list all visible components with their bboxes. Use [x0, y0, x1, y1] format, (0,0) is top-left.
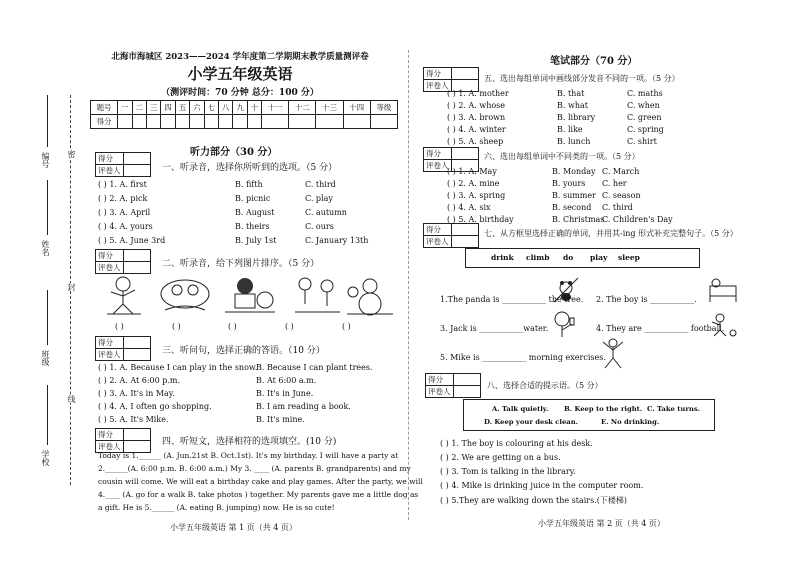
option-b[interactable]: B. like	[557, 125, 583, 134]
grader-name-label: 评卷人	[424, 80, 452, 92]
class-field[interactable]	[47, 290, 48, 345]
option-a[interactable]: ( ) 5. A. birthday	[447, 215, 514, 224]
option-c[interactable]: C. third	[602, 203, 633, 212]
option-b[interactable]: B. summer	[552, 191, 596, 200]
word-bank	[465, 248, 700, 268]
hint-box	[463, 399, 715, 431]
score-cell[interactable]	[233, 115, 247, 129]
option-a[interactable]: ( ) 3. A. April	[98, 208, 151, 217]
subject-title: 小学五年级英语	[187, 65, 293, 83]
option-a[interactable]: ( ) 5. A. June 3rd	[98, 236, 166, 245]
grader-name-cell[interactable]	[123, 349, 150, 361]
score-cell[interactable]	[247, 115, 261, 129]
score-table-cell: 二	[132, 101, 146, 115]
sentence-1: 1.The panda is ___________ the tree.	[440, 295, 584, 304]
option-a[interactable]: ( ) 5. A. sheep	[447, 137, 504, 146]
option-c[interactable]: C. ours	[305, 222, 334, 231]
word-option: do	[563, 253, 574, 262]
option-b[interactable]: B. what	[557, 101, 588, 110]
sentence-5: 5. Mike is ___________ morning exercises.	[440, 353, 606, 362]
score-table-cell: 一	[118, 101, 132, 115]
hint-option: D. Keep your desk clean.	[484, 418, 579, 426]
section-4-title: 四、听短文，选择相符的选项填空。(10 分)	[162, 437, 337, 447]
grader-score-cell[interactable]	[451, 68, 478, 80]
score-table-cell: 八	[218, 101, 232, 115]
grader-box	[423, 223, 479, 248]
option-c[interactable]: C. shirt	[627, 137, 657, 146]
option-c[interactable]: C. her	[602, 179, 627, 188]
section-7-title: 七、从方框里选择正确的单词，并用其-ing 形式补充完整句子。（5 分）	[484, 229, 738, 238]
score-cell[interactable]	[204, 115, 218, 129]
option-b[interactable]: B. July 1st	[235, 236, 277, 245]
option-b[interactable]: B. Monday	[552, 167, 596, 176]
option-c[interactable]: C. autumn	[305, 208, 347, 217]
word-option: climb	[526, 253, 550, 262]
option-b[interactable]: B. It's in June.	[256, 389, 314, 398]
option-c[interactable]: C. March	[602, 167, 640, 176]
grader-score-cell[interactable]	[123, 250, 150, 262]
grader-name-cell[interactable]	[451, 236, 478, 248]
sleeping-boy-icon	[708, 272, 738, 304]
score-table-cell: 三	[146, 101, 160, 115]
grader-score-label: 得分	[96, 153, 124, 165]
exam-title: 北海市海城区 2023——2024 学年度第二学期期末教学质量测评卷	[111, 52, 369, 62]
option-a[interactable]: ( ) 3. A. It's in May.	[98, 389, 175, 398]
name-field[interactable]	[47, 180, 48, 235]
time-score: （测评时间：70 分钟 总分：100 分）	[161, 88, 319, 98]
grader-name-label: 评卷人	[424, 236, 452, 248]
question[interactable]: ( ) 3. Tom is talking in the library.	[440, 467, 576, 476]
option-b[interactable]: B. that	[557, 89, 585, 98]
option-c[interactable]: C. season	[602, 191, 641, 200]
section-3-title: 三、听问句，选择正确的答语。（10 分）	[162, 346, 325, 356]
score-table-cell: 四	[161, 101, 175, 115]
footer-right: 小学五年级英语 第 2 页（共 4 页）	[538, 519, 665, 528]
word-option: drink	[491, 253, 514, 262]
option-b[interactable]: B. second	[552, 203, 592, 212]
id-field[interactable]	[47, 95, 48, 147]
question[interactable]: ( ) 4. Mike is drinking juice in the computer room.	[440, 481, 644, 490]
passage-line: 2.______(A. 6:00 p.m. B. 6:00 a.m.) My 3. ____ (A. parents B. grandparents) and my	[98, 464, 411, 473]
word-option: play	[590, 253, 608, 262]
option-a[interactable]: ( ) 5. A. It's Mike.	[98, 415, 169, 424]
grader-name-label: 评卷人	[424, 160, 452, 172]
option-a[interactable]: ( ) 4. A. winter	[447, 125, 506, 134]
name-label: 姓名	[41, 240, 50, 256]
id-label: 编号	[41, 152, 50, 168]
section-8-title: 八、选择合适的提示语。（5 分）	[487, 381, 603, 390]
score-cell[interactable]	[289, 115, 316, 129]
order-blank[interactable]: ( )	[228, 322, 237, 331]
score-cell[interactable]	[343, 115, 370, 129]
class-label: 班级	[41, 350, 50, 366]
passage-line: 4.____ (A. go for a walk B. take photos ) together. My parents gave me a little dog as	[98, 490, 419, 499]
school-field[interactable]	[47, 385, 48, 445]
sentence-2: 2. The boy is ___________.	[596, 295, 697, 304]
order-blank[interactable]: ( )	[342, 322, 351, 331]
listening-title: 听力部分（30 分）	[190, 147, 278, 158]
section-6-title: 六、选出每组单词中不同类的一项。（5 分）	[484, 152, 640, 161]
option-a[interactable]: ( ) 4. A. six	[447, 203, 491, 212]
grader-score-label: 得分	[424, 148, 452, 160]
section-1-title: 一、听录音，选择你所听到的选项。（5 分）	[162, 163, 338, 173]
score-table-cell: 五	[175, 101, 189, 115]
option-a[interactable]: ( ) 1. A. May	[447, 167, 497, 176]
grader-name-label: 评卷人	[96, 441, 124, 453]
option-b[interactable]: B. library	[557, 113, 596, 122]
option-c[interactable]: C. maths	[627, 89, 663, 98]
seal-char: 密	[67, 150, 76, 158]
picture-snowman-icon	[347, 279, 393, 315]
option-a[interactable]: ( ) 1. A. mother	[447, 89, 509, 98]
option-c[interactable]: C. play	[305, 194, 333, 203]
option-c[interactable]: C. spring	[627, 125, 664, 134]
page-divider	[408, 50, 409, 520]
score-table	[90, 100, 398, 129]
score-cell[interactable]	[262, 115, 289, 129]
grader-score-cell[interactable]	[451, 224, 478, 236]
option-b[interactable]: B. At 6:00 a.m.	[256, 376, 317, 385]
grader-name-label: 评卷人	[426, 386, 454, 398]
grader-score-cell[interactable]	[123, 337, 150, 349]
option-a[interactable]: ( ) 3. A. spring	[447, 191, 506, 200]
grader-box	[95, 152, 151, 177]
picture-strip	[95, 272, 395, 317]
grader-score-label: 得分	[96, 250, 124, 262]
footer-left: 小学五年级英语 第 1 页（共 4 页）	[170, 523, 297, 532]
option-a[interactable]: ( ) 2. A. mine	[447, 179, 500, 188]
option-a[interactable]: ( ) 2. A. pick	[98, 194, 148, 203]
option-a[interactable]: ( ) 1. A. Because I can play in the snow.	[98, 363, 258, 372]
hint-option: C. Take turns.	[647, 405, 701, 413]
section-5-title: 五、选出每组单词中画线部分发音不同的一项。（5 分）	[484, 74, 680, 83]
grader-score-label: 得分	[424, 224, 452, 236]
sentence-4: 4. They are ___________ football.	[596, 324, 725, 333]
option-b[interactable]: B. lunch	[557, 137, 591, 146]
score-cell[interactable]	[161, 115, 175, 129]
hint-option: B. Keep to the right.	[564, 405, 643, 413]
score-cell[interactable]	[316, 115, 343, 129]
option-b[interactable]: B. yours	[552, 179, 586, 188]
score-table-cell: 十三	[316, 101, 343, 115]
score-table-cell: 六	[190, 101, 204, 115]
passage-line: Today is 1.______ (A. Jun.21st B. Oct.1st). It's my birthday. I will have a party at	[98, 451, 399, 460]
grader-score-cell[interactable]	[123, 429, 150, 441]
score-cell[interactable]	[190, 115, 204, 129]
grader-score-label: 得分	[96, 429, 124, 441]
option-c[interactable]: C. when	[627, 101, 660, 110]
picture-cooking-icon	[225, 278, 275, 312]
score-table-cell: 等级	[370, 101, 397, 115]
score-cell[interactable]	[370, 115, 397, 129]
seal-char: 线	[67, 395, 76, 403]
score-table-cell: 十二	[289, 101, 316, 115]
option-b[interactable]: B. August	[235, 208, 275, 217]
hint-option: A. Talk quietly.	[492, 405, 549, 413]
score-cell[interactable]	[118, 115, 132, 129]
school-label: 学校	[41, 450, 50, 466]
grader-score-cell[interactable]	[123, 153, 150, 165]
score-table-cell: 七	[204, 101, 218, 115]
option-a[interactable]: ( ) 2. A. whose	[447, 101, 506, 110]
score-table-cell: 十	[247, 101, 261, 115]
option-b[interactable]: B. It's mine.	[256, 415, 305, 424]
sentence-3: 3. Jack is ___________water.	[440, 324, 549, 333]
option-a[interactable]: ( ) 3. A. brown	[447, 113, 506, 122]
score-table-cell: 九	[233, 101, 247, 115]
seal-char: 封	[67, 283, 76, 291]
option-b[interactable]: B. theirs	[235, 222, 270, 231]
score-cell[interactable]	[132, 115, 146, 129]
option-a[interactable]: ( ) 1. A. first	[98, 180, 147, 189]
grader-score-cell[interactable]	[451, 148, 478, 160]
section-2-title: 二、听录音，给下列图片排序。（5 分）	[162, 259, 320, 269]
order-blank[interactable]: ( )	[172, 322, 181, 331]
score-table-cell: 十一	[262, 101, 289, 115]
order-blank[interactable]: ( )	[285, 322, 294, 331]
word-option: sleep	[618, 253, 640, 262]
grader-score-label: 得分	[424, 68, 452, 80]
option-c[interactable]: C. green	[627, 113, 662, 122]
drinking-boy-icon	[548, 310, 576, 340]
option-c[interactable]: C. third	[305, 180, 336, 189]
grader-score-label: 得分	[426, 374, 454, 386]
hint-option: E. No drinking.	[601, 418, 660, 426]
score-table-score-row	[91, 115, 398, 129]
grader-name-label: 评卷人	[96, 165, 124, 177]
option-b[interactable]: B. Because I can plant trees.	[256, 363, 373, 372]
order-blank[interactable]: ( )	[115, 322, 124, 331]
passage-line: cousin will come. We will eat a birthday cake and play games. After the party, we will	[98, 477, 423, 486]
grader-name-cell[interactable]	[453, 386, 480, 398]
score-table-cell: 得分	[91, 115, 118, 129]
score-table-cell: 十四	[343, 101, 370, 115]
grader-score-cell[interactable]	[453, 374, 480, 386]
option-c[interactable]: C. Children's Day	[602, 215, 673, 224]
option-a[interactable]: ( ) 2. A. At 6:00 p.m.	[98, 376, 181, 385]
grader-box	[95, 428, 151, 453]
grader-name-label: 评卷人	[96, 349, 124, 361]
score-cell[interactable]	[146, 115, 160, 129]
written-title: 笔试部分（70 分）	[550, 56, 638, 67]
grader-box	[95, 249, 151, 274]
option-c[interactable]: C. January 13th	[305, 236, 369, 245]
picture-dragon-boat-icon	[161, 280, 209, 310]
score-table-header-row	[91, 101, 398, 115]
picture-playing-icon	[295, 278, 340, 312]
picture-skating-icon	[107, 277, 141, 314]
score-table-cell: 题号	[91, 101, 118, 115]
option-a[interactable]: ( ) 4. A. yours	[98, 222, 153, 231]
grader-box	[425, 373, 481, 398]
option-b[interactable]: B. Christmas	[552, 215, 605, 224]
option-b[interactable]: B. picnic	[235, 194, 271, 203]
question[interactable]: ( ) 2. We are getting on a bus.	[440, 453, 561, 462]
question[interactable]: ( ) 1. The boy is colouring at his desk.	[440, 439, 593, 448]
option-b[interactable]: B. I am reading a book.	[256, 402, 351, 411]
option-a[interactable]: ( ) 4. A. I often go shopping.	[98, 402, 212, 411]
grader-box	[95, 336, 151, 361]
question[interactable]: ( ) 5.They are walking down the stairs.(下楼梯)	[440, 496, 628, 505]
grader-name-label: 评卷人	[96, 262, 124, 274]
grader-name-cell[interactable]	[123, 165, 150, 177]
score-cell[interactable]	[218, 115, 232, 129]
score-cell[interactable]	[175, 115, 189, 129]
grader-score-label: 得分	[96, 337, 124, 349]
passage-line: a gift. He is 5.______ (A. eating B. jumping) now. He is so cute!	[98, 503, 335, 512]
option-b[interactable]: B. fifth	[235, 180, 263, 189]
